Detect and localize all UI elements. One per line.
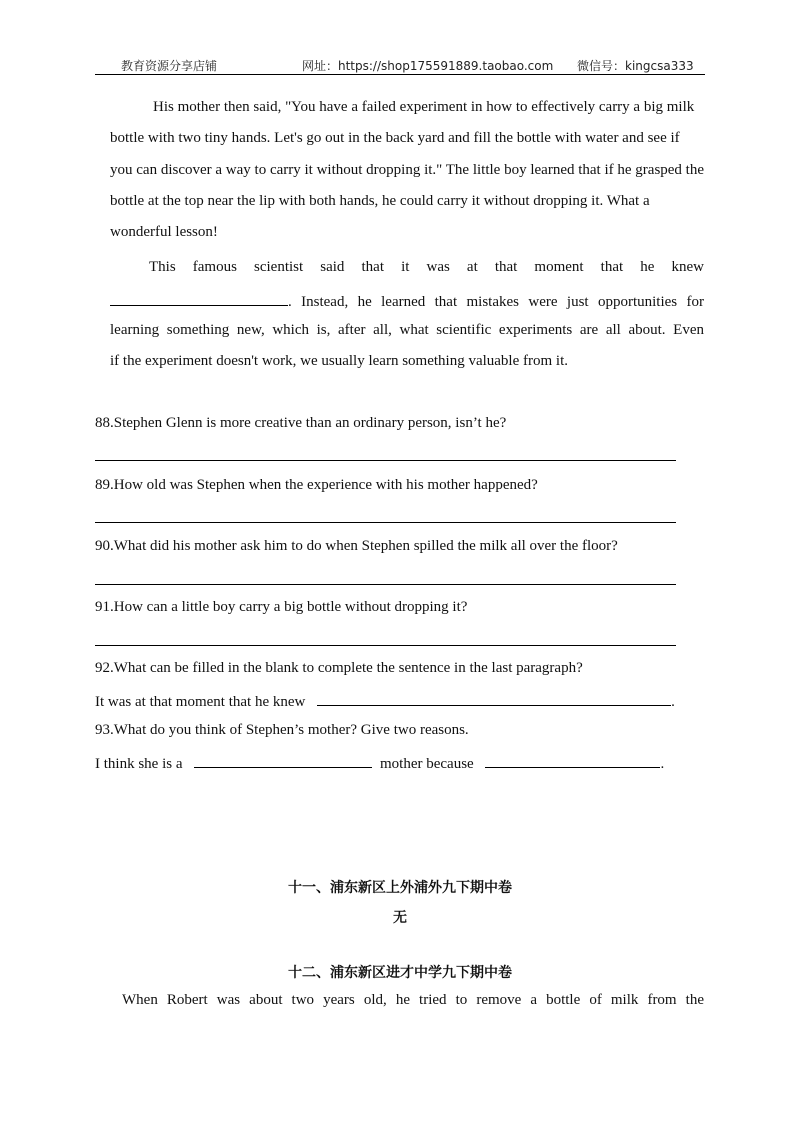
section-12-title: 十二、浦东新区进才中学九下期中卷 — [288, 965, 512, 981]
answer-line-89[interactable] — [95, 522, 676, 523]
section-11-title: 十一、浦东新区上外浦外九下期中卷 — [288, 880, 512, 896]
header-wechat: 微信号：kingcsa333 — [577, 59, 694, 73]
question-90: 90.What did his mother ask him to do when Stephen spilled the milk all over the floor? — [95, 538, 618, 554]
question-92-answer-row — [95, 691, 675, 711]
answer-blank-93a[interactable] — [194, 753, 372, 768]
passage-paragraph-2-line-4: if the experiment doesn't work, we usually learn something valuable from it. — [110, 353, 568, 369]
answer-blank-93b[interactable] — [485, 753, 660, 768]
header-url: 网址：https://shop175591889.taobao.com — [302, 59, 554, 73]
header-shop-name: 教育资源分享店铺 — [121, 59, 218, 73]
question-91: 91.How can a little boy carry a big bottle without dropping it? — [95, 599, 468, 615]
question-88: 88.Stephen Glenn is more creative than an ordinary person, isn’t he? — [95, 415, 507, 431]
page-header — [95, 52, 705, 75]
question-93-prompt-b: mother because — [380, 756, 474, 772]
question-89: 89.How old was Stephen when the experience with his mother happened? — [95, 477, 538, 493]
question-93-answer-row — [95, 753, 664, 773]
passage-paragraph-2-line-2 — [110, 291, 704, 311]
passage-paragraph-2-line-3: learning something new, which is, after all, what scientific experiments are all about. Even — [110, 322, 704, 338]
period: . — [671, 694, 675, 710]
passage-paragraph-2-line-1: This famous scientist said that it was at that moment that he knew — [149, 259, 704, 275]
question-93-prompt-a: I think she is a — [95, 756, 183, 772]
answer-blank[interactable] — [110, 291, 288, 306]
question-92: 92.What can be filled in the blank to complete the sentence in the last paragraph? — [95, 660, 583, 676]
answer-line-88[interactable] — [95, 460, 676, 461]
section-11-body: 无 — [393, 910, 407, 926]
period: . — [660, 756, 665, 772]
question-93: 93.What do you think of Stephen’s mother? Give two reasons. — [95, 722, 469, 738]
question-92-prompt: It was at that moment that he knew — [95, 694, 306, 710]
answer-blank-92[interactable] — [317, 691, 671, 706]
passage-line-text: . Instead, he learned that mistakes were just opportunities for — [288, 294, 704, 310]
answer-line-90[interactable] — [95, 584, 676, 585]
answer-line-91[interactable] — [95, 645, 676, 646]
section-12-passage-line-1: When Robert was about two years old, he tried to remove a bottle of milk from the — [122, 992, 704, 1008]
passage-paragraph-1: His mother then said, "You have a failed experiment in how to effectively carry a big milk bottle with two tiny hands. Let's go out in the back yard and fill the bottle with water and see if you can discover a way to carry it without dropping it." The little boy learned that if he grasped the bottle at the top near the lip with both hands, he could carry it without dropping it. What a wonderful lesson! — [110, 99, 705, 241]
